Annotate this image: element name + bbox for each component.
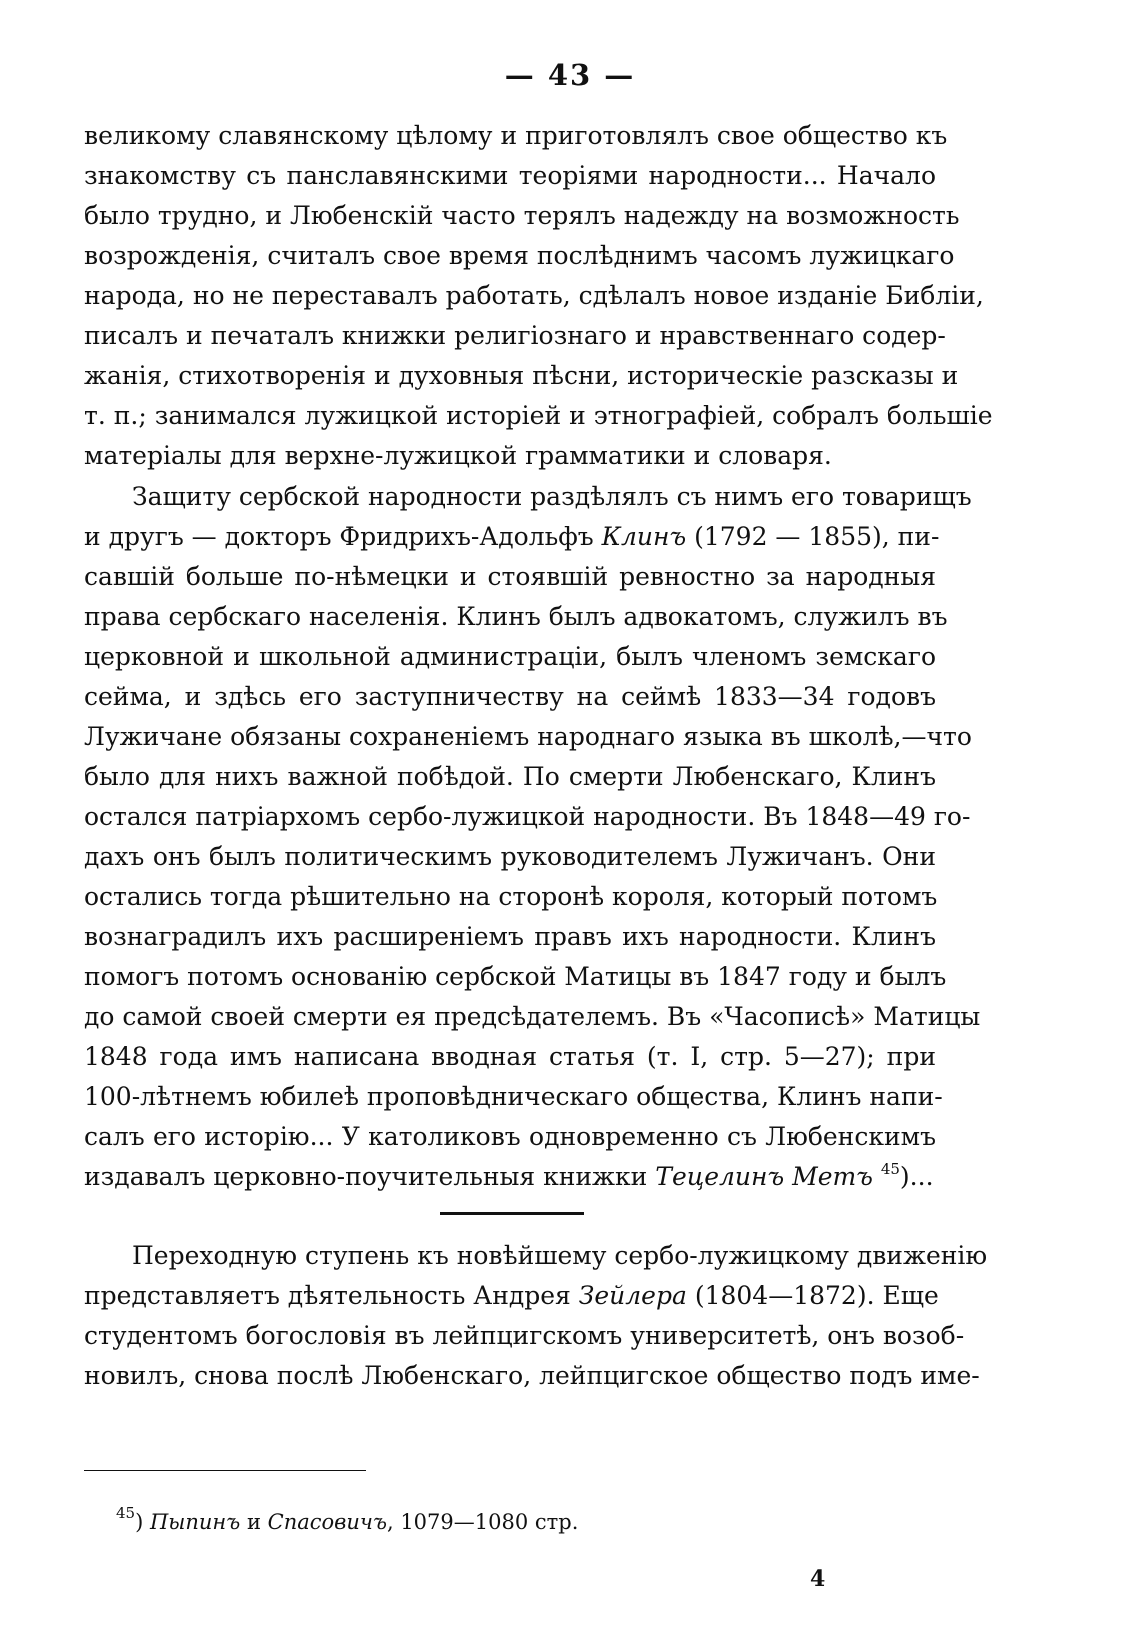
text-line: Лужичане обязаны сохраненіемъ народнаго языка въ школѣ,—что bbox=[84, 722, 972, 751]
text-line: студентомъ богословія въ лейпцигскомъ университетѣ, онъ возоб- bbox=[84, 1321, 965, 1350]
text-line: Переходную ступень къ новѣйшему сербо-лужицкому движенію bbox=[132, 1241, 988, 1270]
text-fragment: и другъ — докторъ Фридрихъ-Адольфъ bbox=[84, 522, 594, 551]
text-line: салъ его исторію... У католиковъ одновременно съ Любенскимъ bbox=[84, 1122, 936, 1151]
text-line: возрожденія, считалъ свое время послѣднимъ часомъ лужицкаго bbox=[84, 241, 955, 270]
person-name-italic: Тецелинъ Метъ bbox=[655, 1162, 873, 1191]
text-line: писалъ и печаталъ книжки религіознаго и нравственнаго содер- bbox=[84, 321, 946, 350]
signature-mark: 4 bbox=[810, 1566, 826, 1592]
text-fragment: издавалъ церковно-поучительныя книжки bbox=[84, 1162, 648, 1191]
text-fragment: представляетъ дѣятельность Андрея bbox=[84, 1281, 571, 1310]
text-fragment: (1804—1872). Еще bbox=[694, 1281, 939, 1310]
text-line: т. п.; занимался лужицкой исторіей и этнографіей, собралъ большіе bbox=[84, 401, 993, 430]
text-line: жанія, стихотворенія и духовныя пѣсни, историческіе разсказы и bbox=[84, 361, 959, 390]
text-line: великому славянскому цѣлому и приготовлялъ свое общество къ bbox=[84, 121, 948, 150]
text-fragment: )... bbox=[899, 1162, 934, 1191]
text-line bbox=[84, 1160, 936, 1194]
footnote-author: Спасовичъ bbox=[267, 1510, 387, 1534]
page-number: — 43 — bbox=[504, 58, 636, 92]
text-line: сейма, и здѣсь его заступничеству на сеймѣ 1833—34 годовъ bbox=[84, 682, 936, 711]
text-line: права сербскаго населенія. Клинъ былъ адвокатомъ, служилъ въ bbox=[84, 602, 948, 631]
text-line: до самой своей смерти ея предсѣдателемъ. Въ «Часописѣ» Матицы bbox=[84, 1002, 981, 1031]
person-name-italic: Клинъ bbox=[601, 522, 687, 551]
text-line: 1848 года имъ написана вводная статья (т. I, стр. 5—27); при bbox=[84, 1042, 936, 1071]
text-line: новилъ, снова послѣ Любенскаго, лейпцигское общество подъ име- bbox=[84, 1361, 980, 1390]
text-line: остался патріархомъ сербо-лужицкой народности. Въ 1848—49 го- bbox=[84, 802, 971, 831]
footnote-pages: , 1079—1080 стр. bbox=[386, 1510, 579, 1534]
text-line: Защиту сербской народности раздѣлялъ съ нимъ его товарищъ bbox=[132, 482, 972, 511]
person-name-italic: Зейлера bbox=[578, 1281, 687, 1310]
text-line: матеріалы для верхне-лужицкой грамматики и словаря. bbox=[84, 441, 832, 470]
text-line: остались тогда рѣшительно на сторонѣ короля, который потомъ bbox=[84, 882, 938, 911]
text-line: народа, но не переставалъ работать, сдѣлалъ новое изданіе Библіи, bbox=[84, 281, 984, 310]
footnote-author: Пыпинъ bbox=[149, 1510, 241, 1534]
text-line: церковной и школьной администраціи, былъ членомъ земскаго bbox=[84, 642, 936, 671]
text-line: савшій больше по-нѣмецки и стоявшій ревностно за народныя bbox=[84, 562, 936, 591]
footnote: $^{45}$) Пыпинъ и Спасовичъ, 1079—1080 стр. bbox=[116, 1504, 579, 1534]
text-line: было трудно, и Любенскій часто терялъ надежду на возможность bbox=[84, 201, 960, 230]
footnote-ref: 45 bbox=[880, 1160, 900, 1178]
text-fragment: (1792 — 1855), пи- bbox=[694, 522, 940, 551]
text-line bbox=[84, 1279, 939, 1313]
footnote-rule bbox=[84, 1470, 366, 1471]
footnote-connector: и bbox=[246, 1510, 261, 1534]
text-line: знакомству съ панславянскими теоріями народности... Начало bbox=[84, 161, 936, 190]
text-line: 100-лѣтнемъ юбилеѣ проповѣдническаго общества, Клинъ напи- bbox=[84, 1082, 943, 1111]
text-line: дахъ онъ былъ политическимъ руководителемъ Лужичанъ. Они bbox=[84, 842, 936, 871]
text-line: было для нихъ важной побѣдой. По смерти Любенскаго, Клинъ bbox=[84, 762, 936, 791]
text-line bbox=[84, 520, 940, 554]
section-divider bbox=[440, 1212, 584, 1215]
text-line: вознаградилъ ихъ расширеніемъ правъ ихъ народности. Клинъ bbox=[84, 922, 936, 951]
footnote-number: 45 bbox=[116, 1504, 136, 1522]
text-line: помогъ потомъ основанію сербской Матицы въ 1847 году и былъ bbox=[84, 962, 947, 991]
